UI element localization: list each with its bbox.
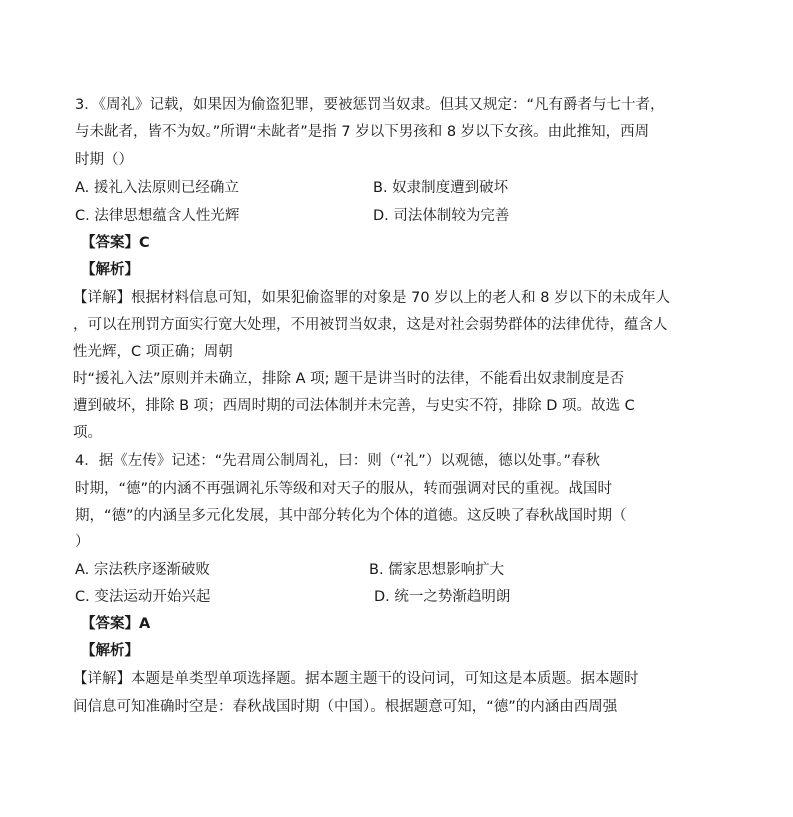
q3-detail-line-4: 时“援礼入法”原则并未确立，排除 A 项; 题干是讲当时的法律，不能看出奴隶制度是否: [73, 371, 625, 387]
q4-option-a: A. 宗法秩序逐渐破败: [75, 562, 210, 578]
q3-detail-line-6: 项。: [73, 425, 102, 441]
q3-option-d: D. 司法体制较为完善: [373, 208, 510, 224]
q3-stem-line-1: 3．《周礼》记载，如果因为偷盗犯罪，要被惩罚当奴隶。但其又规定：“凡有爵者与七十者，: [75, 97, 665, 113]
q3-stem-line-2: 与未龀者，皆不为奴。”所谓“未龀者”是指 7 岁以下男孩和 8 岁以下女孩。由此推知，西周: [75, 124, 650, 140]
q3-answer: 【答案】C: [81, 235, 150, 251]
q3-stem-line-3: 时期（）: [75, 152, 133, 168]
q4-answer: 【答案】A: [81, 616, 151, 632]
q4-stem-line-3: 期，“德”的内涵呈多元化发展，其中部分转化为个体的道德。这反映了春秋战国时期（: [75, 508, 627, 524]
q4-detail-line-2: 间信息可知准确时空是：春秋战国时期（中国）。根据题意可知，“德”的内涵由西周强: [73, 699, 618, 715]
q4-analysis-heading: 【解析】: [81, 643, 139, 659]
q3-detail-line-3: 性光辉，C 项正确；周朝: [73, 344, 233, 360]
q4-detail-line-1: 【详解】本题是单类型单项选择题。据本题主题干的设问词，可知这是本质题。据本题时: [73, 671, 639, 687]
q3-option-a: A. 援礼入法原则已经确立: [75, 180, 239, 196]
q4-stem-line-2: 时期，“德”的内涵不再强调礼乐等级和对天子的服从，转而强调对民的重视。战国时: [75, 481, 613, 497]
q4-option-d: D. 统一之势渐趋明朗: [374, 589, 511, 605]
q4-stem-line-4: ）: [75, 534, 90, 550]
q3-option-c: C. 法律思想蕴含人性光辉: [75, 208, 240, 224]
q4-option-c: C. 变法运动开始兴起: [75, 589, 211, 605]
q4-stem-line-1: 4．据《左传》记述：“先君周公制周礼，曰：则（“礼”）以观德，德以处事。”春秋: [75, 453, 601, 469]
q3-detail-line-2: ，可以在刑罚方面实行宽大处理，不用被罚当奴隶，这是对社会弱势群体的法律优待，蕴含人: [73, 317, 668, 333]
q3-detail-line-1: 【详解】根据材料信息可知，如果犯偷盗罪的对象是 70 岁以上的老人和 8 岁以下的未成年人: [73, 290, 671, 306]
q3-option-b: B. 奴隶制度遭到破坏: [373, 180, 509, 196]
q3-analysis-heading: 【解析】: [81, 262, 139, 278]
q3-detail-line-5: 遭到破坏，排除 B 项；西周时期的司法体制并未完善，与史实不符，排除 D 项。故选 C: [73, 398, 635, 414]
q4-option-b: B. 儒家思想影响扩大: [369, 562, 505, 578]
